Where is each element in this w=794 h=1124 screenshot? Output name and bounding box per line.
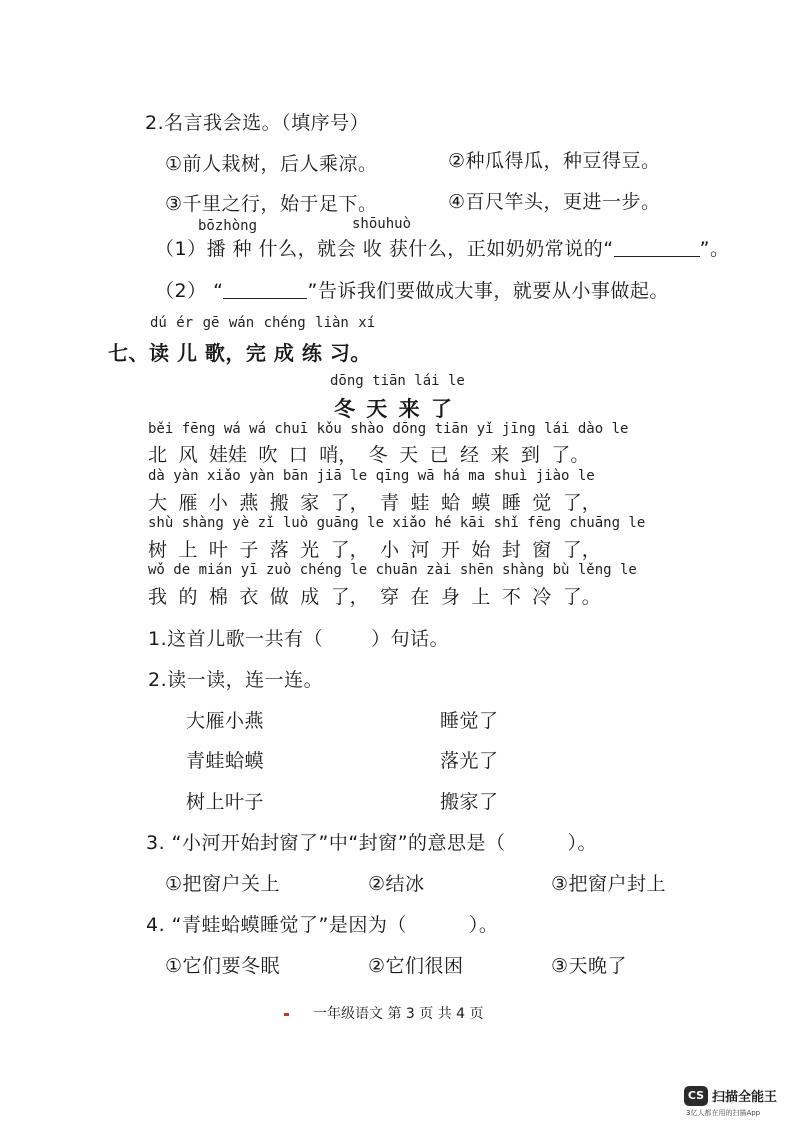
match-left-3[interactable]: 树上叶子 bbox=[186, 791, 265, 813]
q7-1-text-b: ）句话。 bbox=[371, 628, 450, 650]
poem-line-2: 大 雁 小 燕 搬 家 了， 青 蛙 蛤 蟆 睡 觉 了， bbox=[148, 492, 601, 514]
scanner-app-tagline: 3亿人都在用的扫描App bbox=[686, 1109, 761, 1117]
poem-line-1-pinyin: běi fēng wá wá chuī kǒu shào dōng tiān yǐ jīng lái dào le bbox=[148, 421, 629, 437]
question-7-3 bbox=[146, 828, 597, 855]
question-2-title: 2.名言我会选。（填序号） bbox=[145, 112, 370, 134]
poem-line-2-pinyin: dà yàn xiǎo yàn bān jiā le qīng wā há ma shuì jiào le bbox=[148, 468, 595, 484]
q7-3-option-2: ②结冰 bbox=[368, 873, 425, 895]
footer-mark bbox=[284, 1013, 289, 1016]
match-right-1[interactable]: 睡觉了 bbox=[440, 710, 499, 732]
q7-4-option-1: ①它们要冬眠 bbox=[165, 955, 281, 977]
fill-sentence-1 bbox=[155, 234, 729, 261]
question-7-1 bbox=[148, 624, 449, 651]
poem-line-3: 树 上 叶 子 落 光 了， 小 河 开 始 封 窗 了， bbox=[148, 539, 601, 561]
poem-line-3-pinyin: shù shàng yè zǐ luò guāng le xiǎo hé kāi shǐ fēng chuāng le bbox=[148, 515, 646, 531]
poem-line-4-pinyin: wǒ de mián yī zuò chéng le chuān zài shēn shàng bù lěng le bbox=[148, 562, 637, 578]
sentence-1-word-2: 收 获 bbox=[362, 238, 409, 260]
sentence-1-end: ”。 bbox=[699, 238, 730, 260]
q7-4-option-2: ②它们很困 bbox=[368, 955, 464, 977]
proverb-option-4: ④百尺竿头，更进一步。 bbox=[448, 191, 661, 213]
sentence-2-rest: ”告诉我们要做成大事，就要从小事做起。 bbox=[307, 280, 669, 302]
q7-4-text-a: 4. “青蛙蛤蟆睡觉了”是因为（ bbox=[146, 914, 407, 936]
match-right-2[interactable]: 落光了 bbox=[440, 750, 499, 772]
match-left-2[interactable]: 青蛙蛤蟆 bbox=[186, 750, 265, 772]
pinyin-shouhuo: shōuhuò bbox=[352, 216, 412, 232]
q7-4-option-3: ③天晚了 bbox=[551, 955, 628, 977]
section-7-pinyin: dú ér gē wán chéng liàn xí bbox=[150, 315, 376, 331]
poem-line-4: 我 的 棉 衣 做 成 了， 穿 在 身 上 不 冷 了。 bbox=[148, 586, 601, 608]
question-7-2-title: 2.读一读，连一连。 bbox=[148, 669, 324, 691]
q7-4-text-b: ）。 bbox=[468, 914, 499, 936]
q7-3-option-1: ①把窗户关上 bbox=[165, 873, 281, 895]
poem-line-1: 北 风 娃娃 吹 口 哨， 冬 天 已 经 来 到 了。 bbox=[148, 444, 590, 466]
answer-blank[interactable] bbox=[223, 280, 307, 299]
scanner-app-name: 扫描全能王 bbox=[712, 1090, 778, 1105]
section-7-title: 七、读 儿 歌，完 成 练 习。 bbox=[108, 341, 371, 365]
q7-1-text-a: 1.这首儿歌一共有（ bbox=[148, 628, 324, 650]
pinyin-bozhong: bōzhòng bbox=[198, 218, 258, 234]
answer-blank[interactable] bbox=[614, 238, 700, 257]
match-left-1[interactable]: 大雁小燕 bbox=[186, 710, 265, 732]
poem-title: 冬 天 来 了 bbox=[334, 397, 454, 421]
q7-3-text-b: ）。 bbox=[567, 832, 598, 854]
q7-3-option-3: ③把窗户封上 bbox=[551, 873, 667, 895]
poem-title-pinyin: dōng tiān lái le bbox=[330, 373, 465, 389]
scanner-logo-icon: CS bbox=[684, 1086, 708, 1106]
proverb-option-1: ①前人栽树，后人乘凉。 bbox=[165, 153, 378, 175]
sentence-1-prefix: （1） bbox=[155, 238, 207, 260]
q7-3-text-a: 3. “小河开始封窗了”中“封窗”的意思是（ bbox=[146, 832, 506, 854]
proverb-option-3: ③千里之行，始于足下。 bbox=[165, 193, 378, 215]
fill-sentence-2 bbox=[155, 276, 669, 303]
sentence-1-mid: 什么，就会 bbox=[252, 238, 363, 260]
proverb-option-2: ②种瓜得瓜，种豆得豆。 bbox=[448, 150, 661, 172]
question-7-4 bbox=[146, 910, 498, 937]
match-right-3[interactable]: 搬家了 bbox=[440, 791, 499, 813]
sentence-1-word-1: 播 种 bbox=[206, 238, 253, 260]
sentence-2-prefix: （2） “ bbox=[155, 280, 224, 302]
page-footer: 一年级语文 第 3 页 共 4 页 bbox=[313, 1006, 484, 1022]
sentence-1-rest: 什么，正如奶奶常说的“ bbox=[408, 238, 614, 260]
